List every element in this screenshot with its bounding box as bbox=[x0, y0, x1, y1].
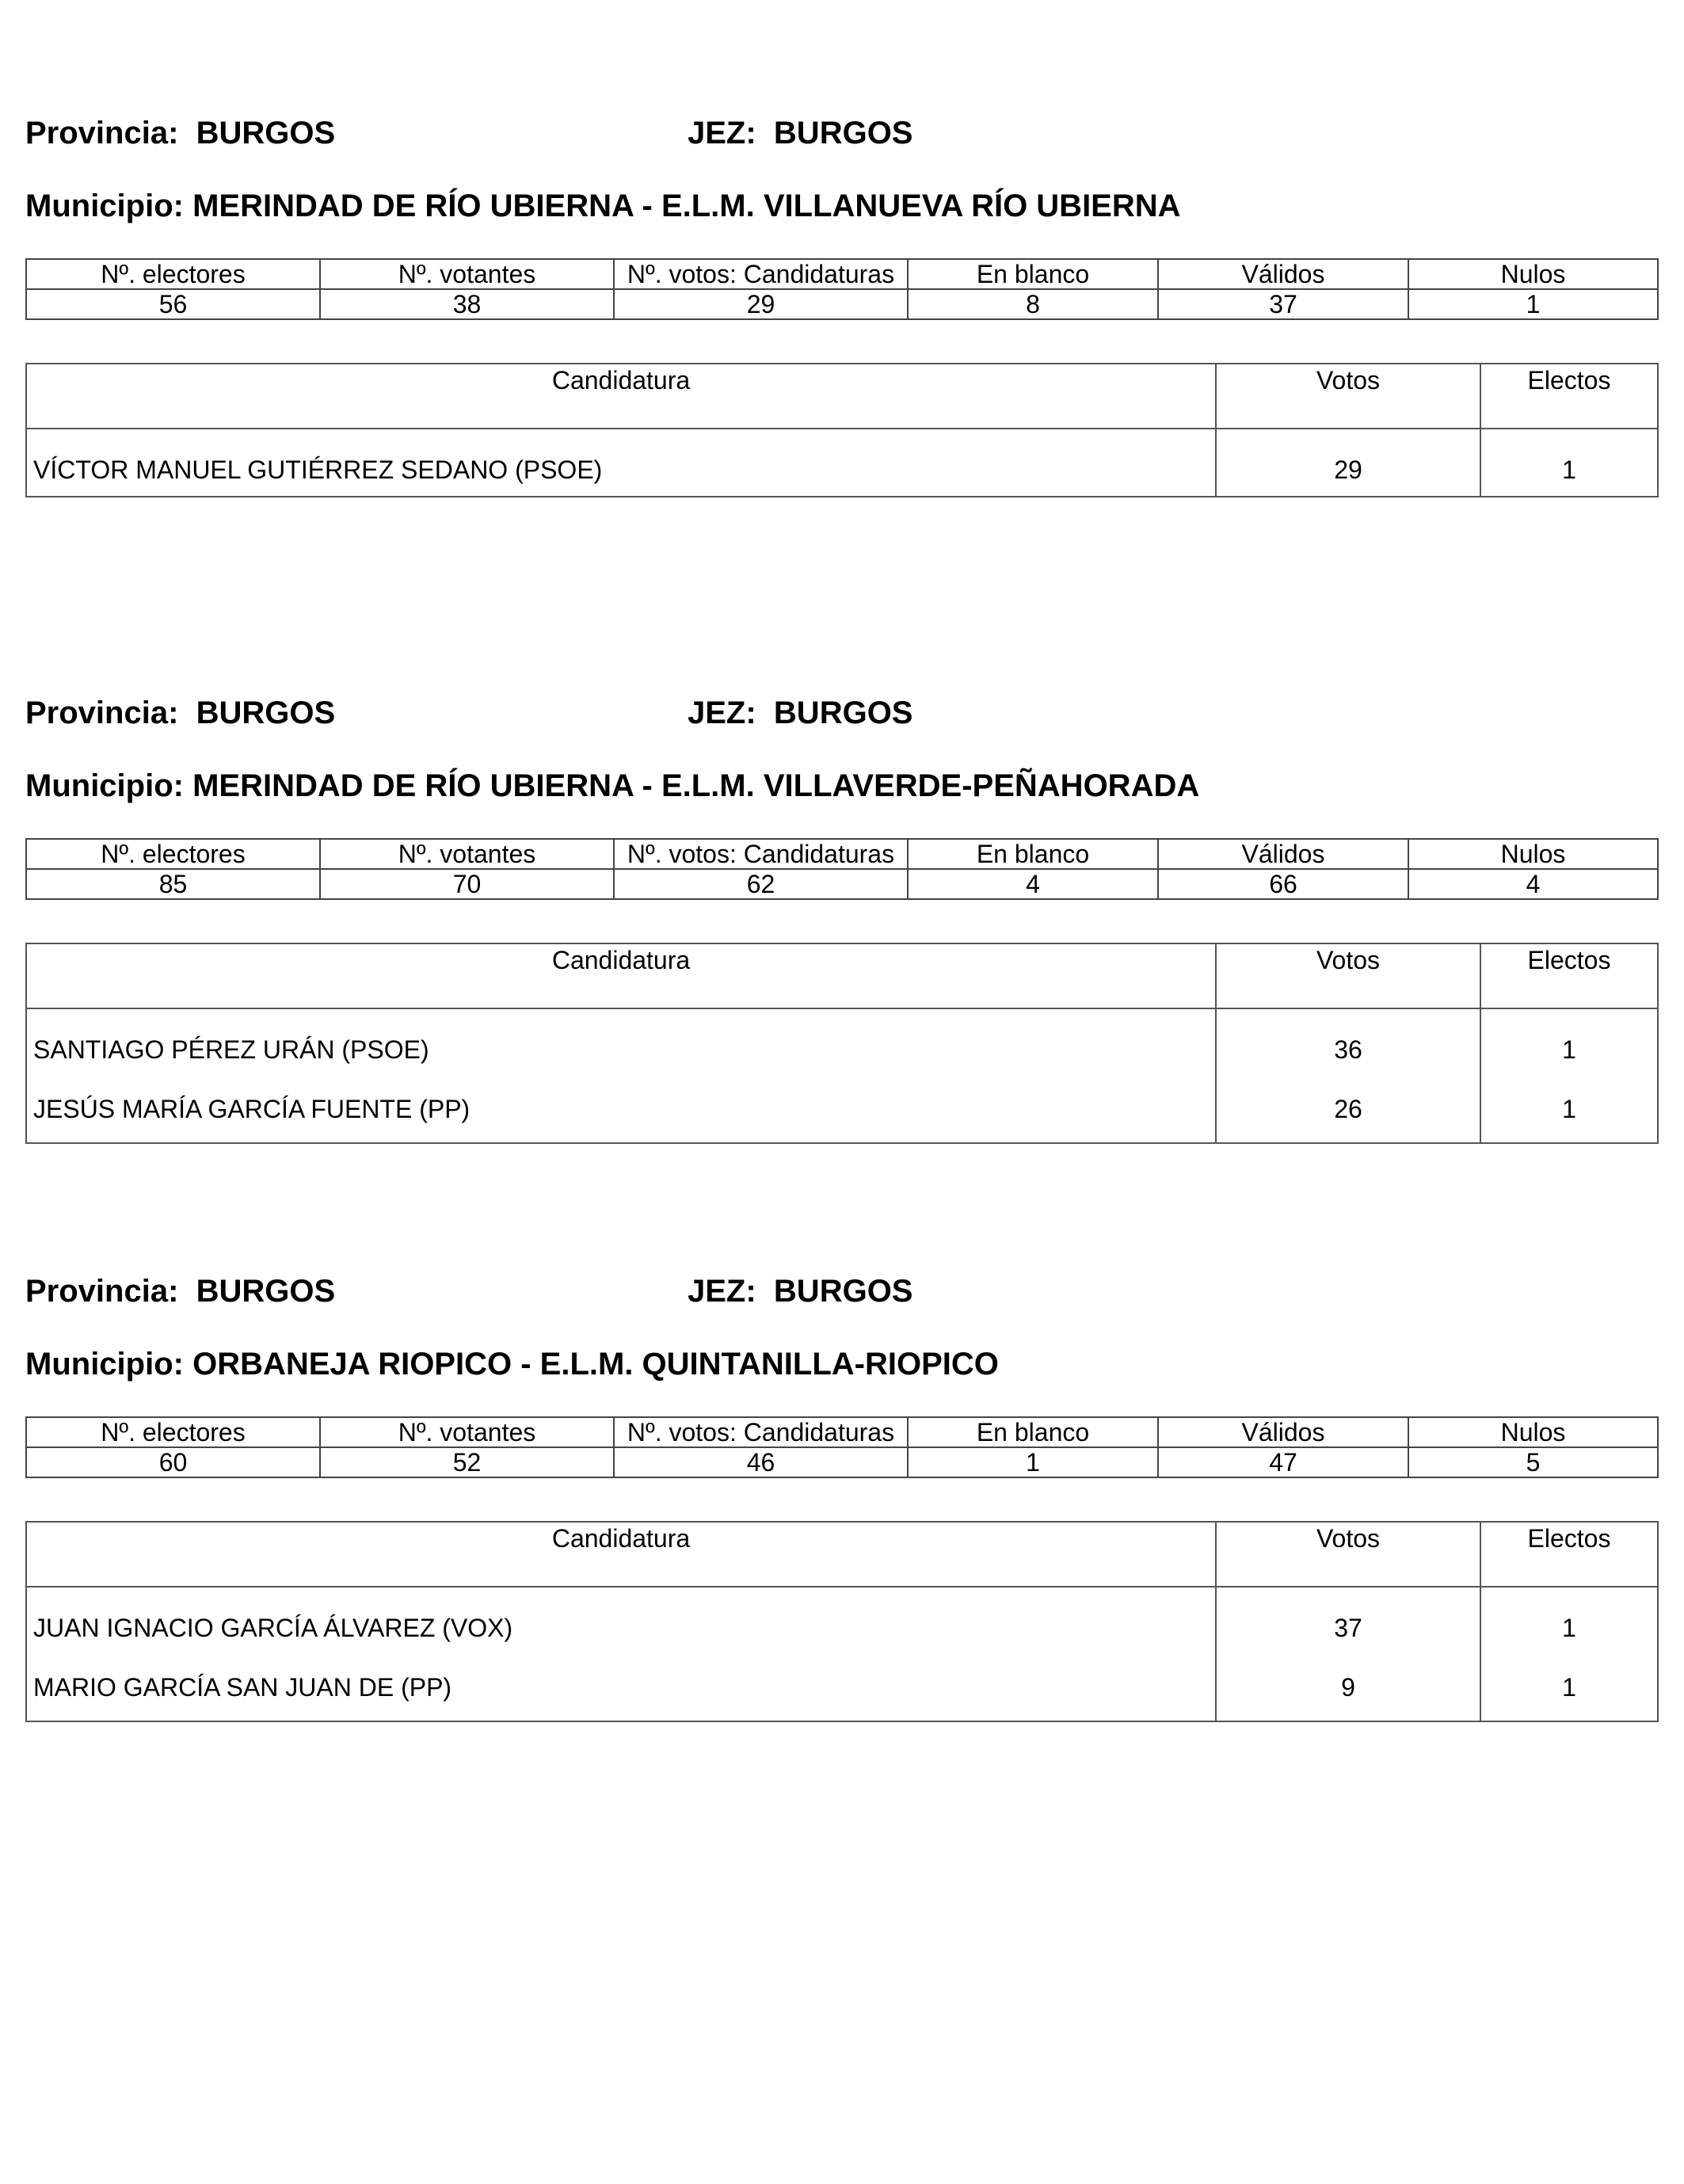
municipio-value: ORBANEJA RIOPICO - E.L.M. QUINTANILLA-RIOPICO bbox=[192, 1347, 999, 1382]
jez-line bbox=[688, 696, 913, 731]
votantes-header: Nº. votantes bbox=[320, 839, 614, 869]
candidate-row bbox=[26, 1076, 1658, 1143]
stats-value-row bbox=[26, 869, 1658, 899]
candidate-electos: 1 bbox=[1480, 429, 1658, 497]
votantes-value: 38 bbox=[320, 289, 614, 319]
candidate-votos: 9 bbox=[1216, 1654, 1480, 1721]
votos-header: Votos bbox=[1216, 364, 1480, 429]
validos-header: Válidos bbox=[1158, 1417, 1408, 1447]
votantes-header: Nº. votantes bbox=[320, 1417, 614, 1447]
stats-value-row bbox=[26, 289, 1658, 319]
result-section-1 bbox=[25, 111, 1657, 484]
candidates-header-row bbox=[26, 1522, 1658, 1587]
validos-header: Válidos bbox=[1158, 259, 1408, 289]
electores-header: Nº. electores bbox=[26, 259, 320, 289]
electores-header: Nº. electores bbox=[26, 839, 320, 869]
votos-candidaturas-header: Nº. votos: Candidaturas bbox=[614, 259, 908, 289]
candidates-header-row bbox=[26, 364, 1658, 429]
jez-label: JEZ: bbox=[688, 116, 756, 151]
votos-candidaturas-value: 62 bbox=[614, 869, 908, 899]
stats-table bbox=[25, 838, 1659, 900]
electos-header: Electos bbox=[1480, 364, 1658, 429]
candidate-row bbox=[26, 1008, 1658, 1076]
nulos-header: Nulos bbox=[1408, 259, 1658, 289]
votos-candidaturas-header: Nº. votos: Candidaturas bbox=[614, 1417, 908, 1447]
candidate-row bbox=[26, 1587, 1658, 1654]
votantes-value: 52 bbox=[320, 1447, 614, 1477]
stats-header-row bbox=[26, 1417, 1658, 1447]
candidate-name: MARIO GARCÍA SAN JUAN DE (PP) bbox=[26, 1654, 1216, 1721]
result-section-3 bbox=[25, 1269, 1657, 1702]
candidate-name: JESÚS MARÍA GARCÍA FUENTE (PP) bbox=[26, 1076, 1216, 1143]
en-blanco-value: 8 bbox=[908, 289, 1158, 319]
jez-line bbox=[688, 1274, 913, 1309]
jez-line bbox=[688, 116, 913, 151]
candidate-electos: 1 bbox=[1480, 1076, 1658, 1143]
candidates-table bbox=[25, 943, 1659, 1144]
candidate-name: JUAN IGNACIO GARCÍA ÁLVAREZ (VOX) bbox=[26, 1587, 1216, 1654]
electos-header: Electos bbox=[1480, 943, 1658, 1008]
stats-value-row bbox=[26, 1447, 1658, 1477]
stats-header-row bbox=[26, 839, 1658, 869]
provincia-line bbox=[25, 116, 335, 151]
votos-candidaturas-header: Nº. votos: Candidaturas bbox=[614, 839, 908, 869]
electores-value: 85 bbox=[26, 869, 320, 899]
candidates-table bbox=[25, 363, 1659, 497]
section-header bbox=[25, 111, 1657, 158]
votantes-value: 70 bbox=[320, 869, 614, 899]
jez-value: BURGOS bbox=[773, 696, 913, 730]
candidates-header-row bbox=[26, 943, 1658, 1008]
electores-value: 60 bbox=[26, 1447, 320, 1477]
municipio-label: Municipio: bbox=[25, 189, 184, 223]
provincia-line bbox=[25, 696, 335, 731]
votantes-header: Nº. votantes bbox=[320, 259, 614, 289]
candidate-name: VÍCTOR MANUEL GUTIÉRREZ SEDANO (PSOE) bbox=[26, 429, 1216, 497]
electos-header: Electos bbox=[1480, 1522, 1658, 1587]
jez-label: JEZ: bbox=[688, 1274, 756, 1309]
candidate-votos: 26 bbox=[1216, 1076, 1480, 1143]
jez-label: JEZ: bbox=[688, 696, 756, 730]
electores-value: 56 bbox=[26, 289, 320, 319]
candidate-votos: 36 bbox=[1216, 1008, 1480, 1076]
validos-value: 47 bbox=[1158, 1447, 1408, 1477]
nulos-value: 5 bbox=[1408, 1447, 1658, 1477]
candidate-name: SANTIAGO PÉREZ URÁN (PSOE) bbox=[26, 1008, 1216, 1076]
validos-value: 37 bbox=[1158, 289, 1408, 319]
stats-table bbox=[25, 1416, 1659, 1478]
provincia-label: Provincia: bbox=[25, 1274, 179, 1309]
validos-header: Válidos bbox=[1158, 839, 1408, 869]
votos-candidaturas-value: 29 bbox=[614, 289, 908, 319]
stats-header-row bbox=[26, 259, 1658, 289]
provincia-value: BURGOS bbox=[196, 116, 336, 151]
votos-header: Votos bbox=[1216, 943, 1480, 1008]
candidate-votos: 29 bbox=[1216, 429, 1480, 497]
municipio-value: MERINDAD DE RÍO UBIERNA - E.L.M. VILLANUEVA RÍO UBIERNA bbox=[192, 189, 1181, 223]
municipio-value: MERINDAD DE RÍO UBIERNA - E.L.M. VILLAVERDE-PEÑAHORADA bbox=[192, 768, 1200, 803]
candidate-row bbox=[26, 1654, 1658, 1721]
candidate-row bbox=[26, 429, 1658, 497]
result-section-2 bbox=[25, 691, 1657, 1123]
en-blanco-header: En blanco bbox=[908, 1417, 1158, 1447]
candidates-table bbox=[25, 1521, 1659, 1722]
provincia-label: Provincia: bbox=[25, 116, 179, 151]
candidatura-header: Candidatura bbox=[26, 943, 1216, 1008]
nulos-value: 4 bbox=[1408, 869, 1658, 899]
candidatura-header: Candidatura bbox=[26, 1522, 1216, 1587]
votos-header: Votos bbox=[1216, 1522, 1480, 1587]
candidate-electos: 1 bbox=[1480, 1654, 1658, 1721]
municipio-line bbox=[25, 768, 1199, 804]
electores-header: Nº. electores bbox=[26, 1417, 320, 1447]
nulos-value: 1 bbox=[1408, 289, 1658, 319]
section-header bbox=[25, 1269, 1657, 1317]
nulos-header: Nulos bbox=[1408, 1417, 1658, 1447]
candidate-electos: 1 bbox=[1480, 1587, 1658, 1654]
provincia-value: BURGOS bbox=[196, 696, 336, 730]
provincia-label: Provincia: bbox=[25, 696, 179, 730]
jez-value: BURGOS bbox=[773, 1274, 913, 1309]
candidatura-header: Candidatura bbox=[26, 364, 1216, 429]
en-blanco-header: En blanco bbox=[908, 259, 1158, 289]
stats-table bbox=[25, 258, 1659, 320]
provincia-value: BURGOS bbox=[196, 1274, 336, 1309]
candidate-electos: 1 bbox=[1480, 1008, 1658, 1076]
nulos-header: Nulos bbox=[1408, 839, 1658, 869]
jez-value: BURGOS bbox=[773, 116, 913, 151]
municipio-label: Municipio: bbox=[25, 1347, 184, 1382]
en-blanco-value: 1 bbox=[908, 1447, 1158, 1477]
votos-candidaturas-value: 46 bbox=[614, 1447, 908, 1477]
section-header bbox=[25, 691, 1657, 738]
validos-value: 66 bbox=[1158, 869, 1408, 899]
en-blanco-value: 4 bbox=[908, 869, 1158, 899]
municipio-line bbox=[25, 189, 1181, 224]
municipio-line bbox=[25, 1347, 999, 1382]
municipio-label: Municipio: bbox=[25, 768, 184, 803]
candidate-votos: 37 bbox=[1216, 1587, 1480, 1654]
en-blanco-header: En blanco bbox=[908, 839, 1158, 869]
provincia-line bbox=[25, 1274, 335, 1309]
